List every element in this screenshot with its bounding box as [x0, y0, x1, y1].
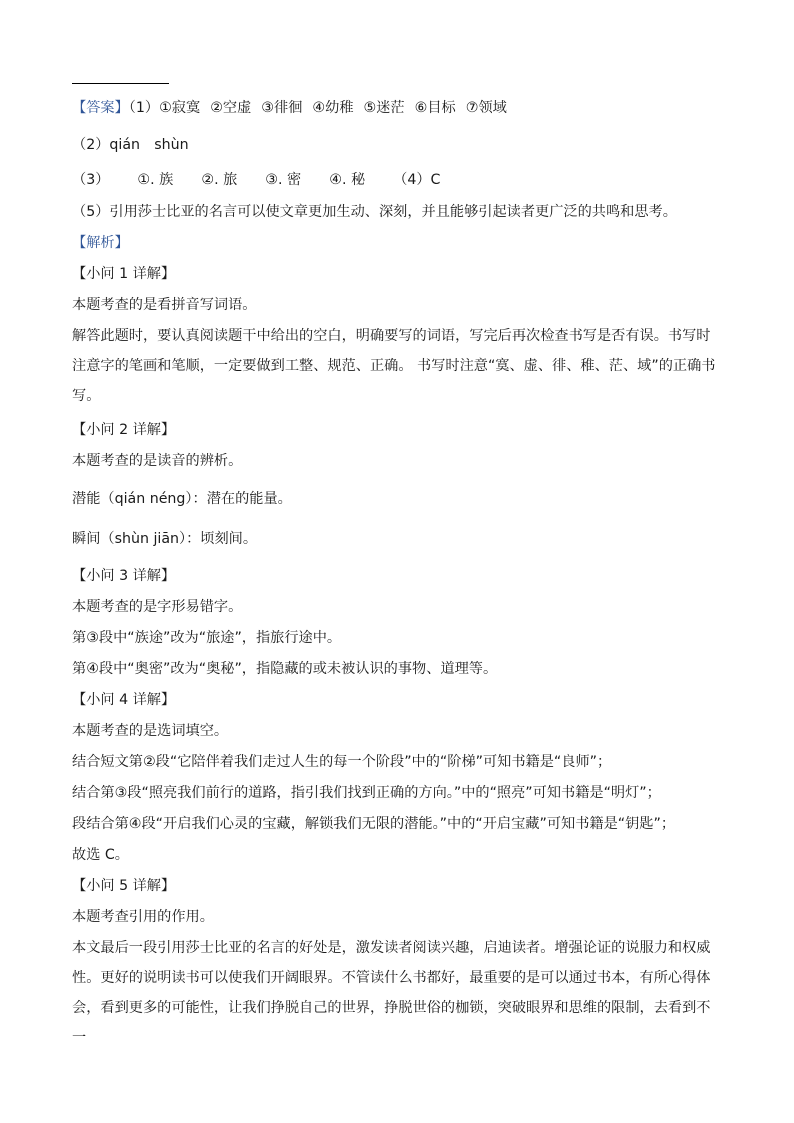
section4-line1: 本题考查的是选词填空。	[72, 723, 229, 739]
section4-line4: 段结合第④段“开启我们心灵的宝藏，解锁我们无限的潜能。”中的“开启宝藏”可知书籍是“钥匙”；	[72, 816, 676, 832]
answer-q1-item: ⑤迷茫	[363, 100, 405, 116]
answer-q1-item: ②空虚	[210, 100, 252, 116]
answer-label: 【答案】	[72, 100, 129, 116]
section3-line3: 第④段中“奥密”改为“奥秘”，指隐藏的或未被认识的事物、道理等。	[72, 661, 498, 677]
section5-paragraph-text: 本文最后一段引用莎士比亚的名言的好处是，激发读者阅读兴趣，启迪读者。增强论证的说服力和权威性。更好的说明读书可以使我们开阔眼界。不管读什么书都好，最重要的是可以通过书本，有所心得体会，看到更多的可能性，让我们挣脱自己的世界，挣脱世俗的枷锁，突破眼界和思维的限制，去看到不一	[72, 940, 711, 1046]
footnote-separator	[72, 83, 169, 84]
section3-title: 【小问 3 详解】	[72, 568, 176, 584]
answer-q1-item: ⑥目标	[414, 100, 456, 116]
answer-q3-prefix: （3）	[72, 172, 110, 188]
section3-line1: 本题考查的是字形易错字。	[72, 599, 243, 615]
answer-q1-line	[72, 98, 517, 118]
answer-q2-line: （2）qián shùn	[72, 137, 189, 153]
section5-line1: 本题考查引用的作用。	[72, 909, 214, 925]
section2-line3: 瞬间（shùn jiān）：顷刻间。	[72, 531, 258, 547]
section4-line3: 结合第③段“照亮我们前行的道路，指引我们找到正确的方向。”中的“照亮”可知书籍是“明灯”；	[72, 785, 661, 801]
answer-q1-items	[159, 100, 517, 116]
answer-q1-item: ⑦领域	[465, 100, 507, 116]
answer-q3-line	[72, 170, 440, 190]
section2-title: 【小问 2 详解】	[72, 422, 176, 438]
answer-q3-item: ①. 族	[137, 172, 174, 188]
analysis-label: 【解析】	[72, 235, 129, 251]
answer-q1-item: ①寂寞	[159, 100, 201, 116]
answer-q1-item: ④幼稚	[312, 100, 354, 116]
answer-q5-line: （5）引用莎士比亚的名言可以使文章更加生动、深刻，并且能够引起读者更广泛的共鸣和思考。	[72, 204, 677, 220]
answer-q3-item: ②. 旅	[201, 172, 238, 188]
section1-paragraph	[72, 321, 722, 411]
section1-title: 【小问 1 详解】	[72, 266, 176, 282]
section2-line2: 潜能（qián néng）：潜在的能量。	[72, 491, 292, 507]
section4-line2: 结合短文第②段“它陪伴着我们走过人生的每一个阶段”中的“阶梯”可知书籍是“良师”；	[72, 754, 612, 770]
answer-q1-item: ③徘徊	[261, 100, 303, 116]
answer-q3-item: ③. 密	[265, 172, 302, 188]
section2-line1: 本题考查的是读音的辨析。	[72, 453, 243, 469]
section4-line5: 故选 C。	[72, 847, 129, 863]
section1-line1: 本题考查的是看拼音写词语。	[72, 297, 257, 313]
section5-paragraph	[72, 933, 722, 1053]
answer-q4: （4）C	[393, 172, 441, 188]
section5-title: 【小问 5 详解】	[72, 878, 176, 894]
section3-line2: 第③段中“族途”改为“旅途”，指旅行途中。	[72, 630, 342, 646]
section1-paragraph-text: 解答此题时，要认真阅读题干中给出的空白，明确要写的词语，写完后再次检查书写是否有误。书写时注意字的笔画和笔顺，一定要做到工整、规范、正确。 书写时注意“寞、虚、徘、稚、茫、域”的正确书写。	[72, 328, 716, 404]
answer-q3-item: ④. 秘	[329, 172, 366, 188]
answer-q1-prefix: （1）	[128, 100, 160, 116]
section4-title: 【小问 4 详解】	[72, 692, 176, 708]
